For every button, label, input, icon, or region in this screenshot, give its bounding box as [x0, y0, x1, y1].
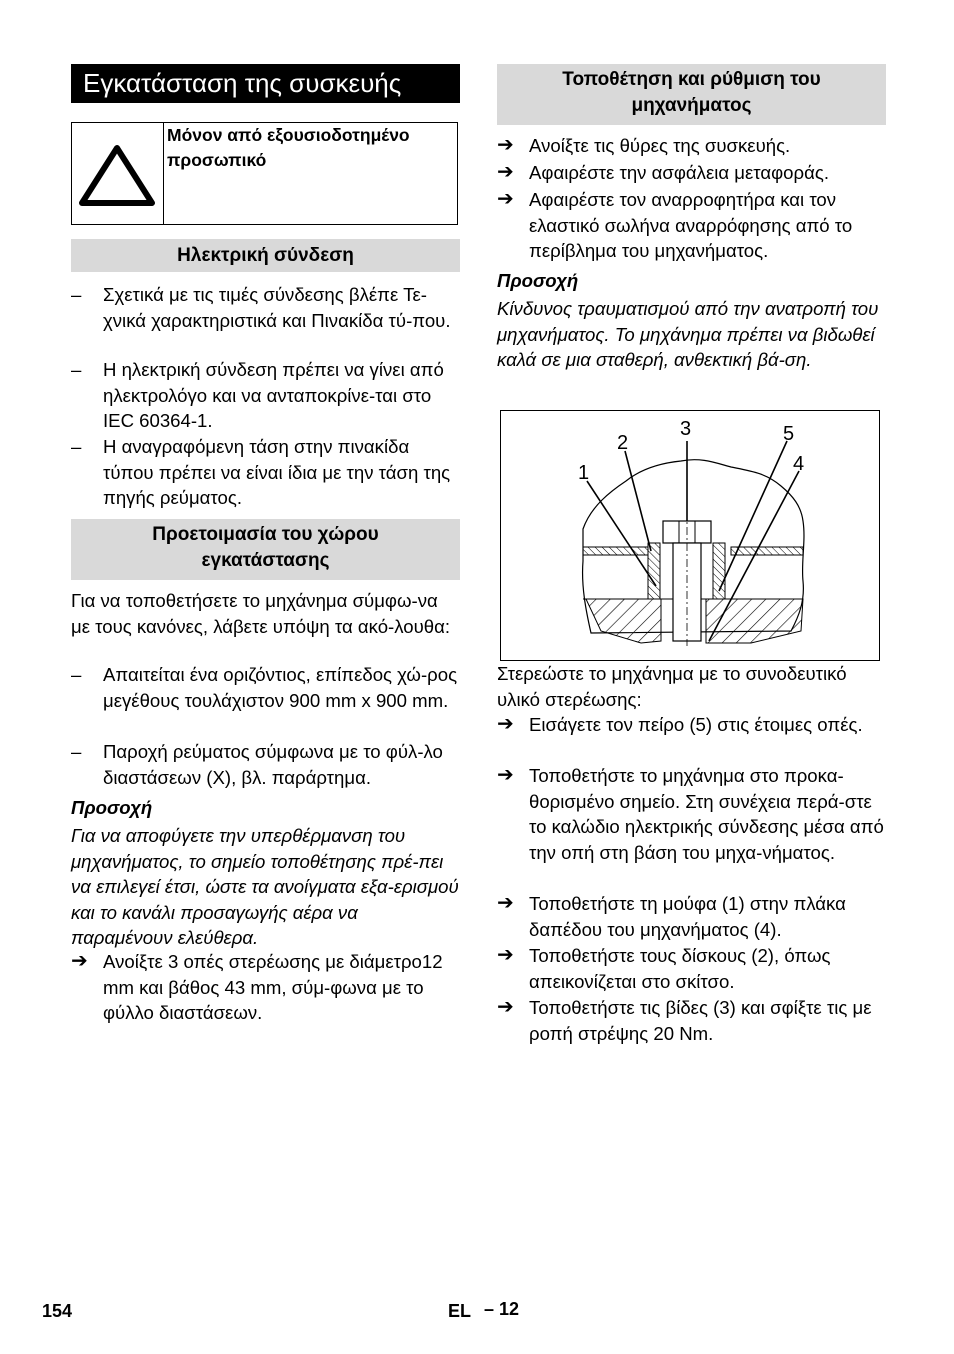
list-item	[71, 949, 460, 1026]
list-item	[71, 282, 460, 333]
arrow-icon: ➔	[497, 134, 514, 156]
list-item	[71, 662, 460, 713]
arrow-icon: ➔	[497, 944, 514, 966]
list-item-text: Αφαιρέστε την ασφάλεια μεταφοράς.	[529, 162, 829, 183]
list-item-text: Ανοίξτε τις θύρες της συσκευής.	[529, 135, 791, 156]
dash-mark: –	[71, 436, 82, 457]
fixing-intro: Στερεώστε το μηχάνημα με το συνοδευτικό υλικό στερέωσης:	[497, 663, 847, 710]
list-item	[497, 943, 886, 994]
caution-heading: Προσοχή	[71, 797, 153, 818]
callout-1: 1	[578, 462, 590, 484]
page-title: Εγκατάσταση της συσκευής	[71, 64, 460, 103]
list-item	[497, 712, 886, 738]
callout-3: 3	[680, 418, 692, 440]
list-item	[497, 763, 886, 865]
dash-mark: –	[71, 359, 82, 380]
list-item-text: Ανοίξτε 3 οπές στερέωσης με διάμετρο12 mm και βάθος 43 mm, σύμ-φωνα με το φύλλο διαστάσεων.	[103, 951, 443, 1023]
list-item	[497, 891, 886, 942]
arrow-icon: ➔	[497, 188, 514, 210]
section-heading-installation: Τοποθέτηση και ρύθμιση του μηχανήματος	[497, 64, 886, 125]
list-item	[71, 357, 460, 434]
arrow-icon: ➔	[497, 996, 514, 1018]
page-number: 154	[42, 1301, 73, 1321]
warning-triangle-icon	[72, 123, 164, 224]
list-item	[497, 133, 886, 159]
list-item	[71, 434, 460, 511]
list-item	[497, 187, 886, 264]
dash-mark: –	[71, 664, 82, 685]
section-heading-preparation: Προετοιμασία του χώρου εγκατάστασης	[71, 519, 460, 580]
list-item-text: Η ηλεκτρική σύνδεση πρέπει να γίνει από ηλεκτρολόγο και να ανταποκρίνε-ται στο IEC 60364-1.	[103, 359, 444, 431]
caution-text: Κίνδυνος τραυματισμού από την ανατροπή του μηχανήματος. Το μηχάνημα πρέπει να βιδωθεί καλά σε μια σταθερή, ανθεκτική βά-ση.	[497, 298, 879, 370]
mounting-diagram	[500, 410, 880, 661]
callout-5: 5	[783, 423, 795, 445]
list-item-text: Η αναγραφόμενη τάση στην πινακίδα τύπου πρέπει να είναι ίδια με την τάση της πηγής ρεύματος.	[103, 436, 451, 508]
caution-heading: Προσοχή	[497, 270, 579, 291]
dash-mark: –	[71, 284, 82, 305]
list-item-text: Απαιτείται ένα οριζόντιος, επίπεδος χώ-ρος μεγέθους τουλάχιστον 900 mm x 900 mm.	[103, 664, 458, 711]
callout-4: 4	[793, 453, 805, 475]
dash-mark: –	[71, 741, 82, 762]
intro-paragraph: Για να τοποθετήσετε το μηχάνημα σύμφω-να με τους κανόνες, λάβετε υπόψη τα ακό-λουθα:	[71, 590, 451, 637]
arrow-icon: ➔	[497, 764, 514, 786]
caution-text: Για να αποφύγετε την υπερθέρμανση του μηχανήματος, το σημείο τοποθέτησης πρέ-πει να επιλεγεί έτσι, ώστε τα ανοίγματα εξα-ερισμού και το κανάλι προσαγωγής αέρα να παραμένουν ελεύθερα.	[71, 825, 459, 948]
arrow-icon: ➔	[497, 713, 514, 735]
list-item	[71, 739, 460, 790]
section-heading-electrical: Ηλεκτρική σύνδεση	[71, 239, 460, 272]
list-item-text: Τοποθετήστε τις βίδες (3) και σφίξτε τις με ροπή στρέψης 20 Nm.	[529, 997, 872, 1044]
list-item-text: Αφαιρέστε τον αναρροφητήρα και τον ελαστικό σωλήνα αναρρόφησης από το περίβλημα του μηχανήματος.	[529, 189, 853, 261]
warning-box	[71, 122, 458, 225]
list-item-text: Τοποθετήστε το μηχάνημα στο προκα-θορισμένο σημείο. Στη συνέχεια περά-στε το καλώδιο ηλεκτρικής σύνδεσης μέσα από την οπή στη βάση του μηχα-νήματος.	[529, 765, 884, 863]
arrow-icon: ➔	[71, 950, 88, 972]
warning-text: Μόνον από εξουσιοδοτημένο προσωπικό	[167, 125, 410, 170]
list-item-text: Τοποθετήστε τους δίσκους (2), όπως απεικονίζεται στο σκίτσο.	[529, 945, 831, 992]
list-item-text: Εισάγετε τον πείρο (5) στις έτοιμες οπές.	[529, 714, 863, 735]
section-page: – 12	[484, 1299, 520, 1319]
arrow-icon: ➔	[497, 161, 514, 183]
language-code: EL	[448, 1301, 472, 1321]
arrow-icon: ➔	[497, 892, 514, 914]
list-item-text: Τοποθετήστε τη μούφα (1) στην πλάκα δαπέδου του μηχανήματος (4).	[529, 893, 846, 940]
list-item	[497, 160, 886, 186]
callout-2: 2	[617, 432, 629, 454]
list-item-text: Σχετικά με τις τιμές σύνδεσης βλέπε Τε-χνικά χαρακτηριστικά και Πινακίδα τύ-που.	[103, 284, 451, 331]
list-item-text: Παροχή ρεύματος σύμφωνα με το φύλ-λο διαστάσεων (X), βλ. παράρτημα.	[103, 741, 443, 788]
list-item	[497, 995, 886, 1046]
